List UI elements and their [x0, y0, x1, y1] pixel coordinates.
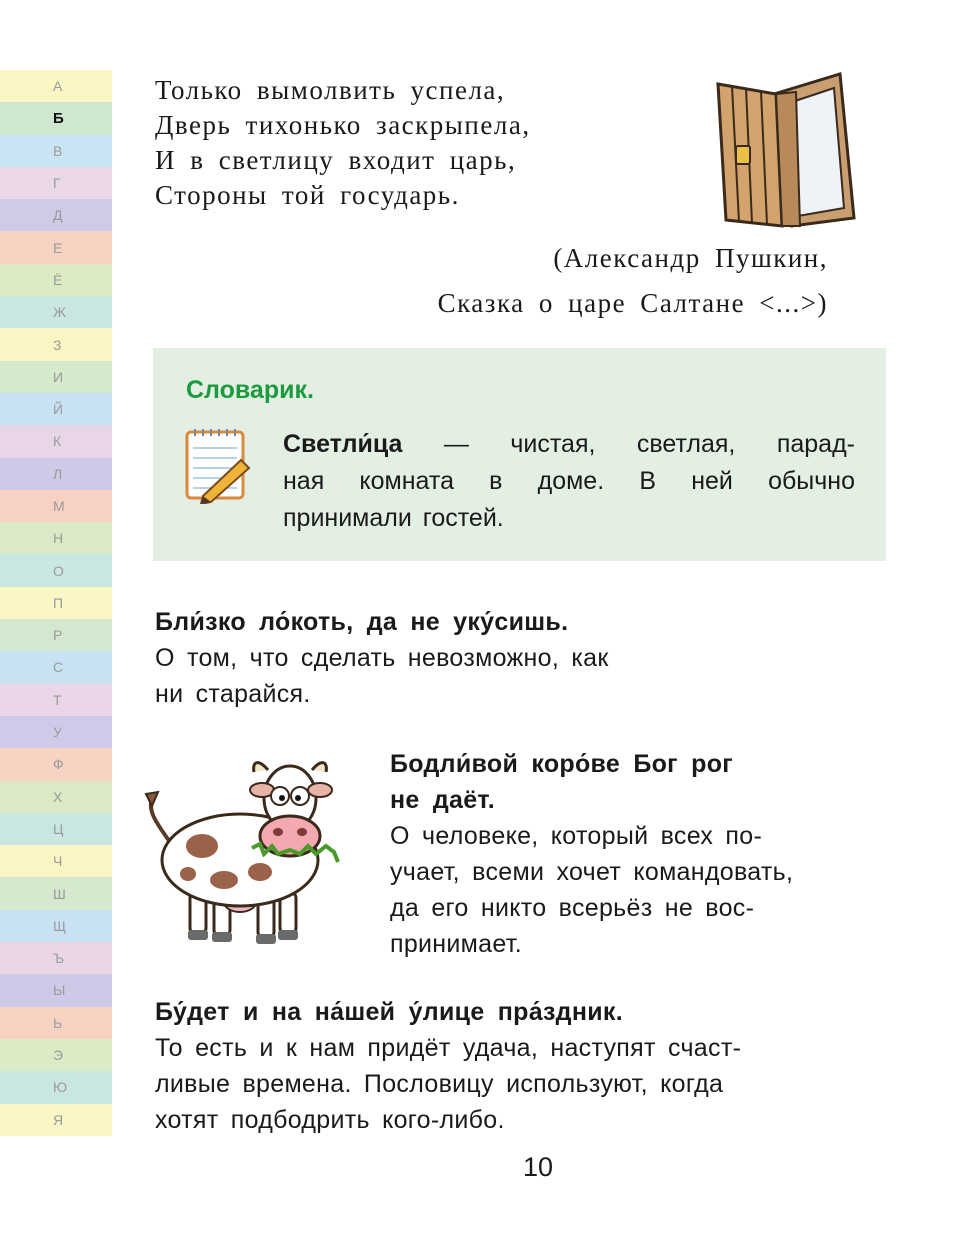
alphabet-letter: М: [0, 490, 112, 522]
proverb-explanation: хотят подбодрить кого-либо.: [155, 1106, 505, 1134]
alphabet-letter: Л: [0, 458, 112, 490]
proverb-title: Бу́дет и на на́шей у́лице пра́здник.: [155, 998, 623, 1026]
alphabet-letter: Ы: [0, 974, 112, 1006]
alphabet-letter: Й: [0, 393, 112, 425]
alphabet-letter: К: [0, 425, 112, 457]
proverb-explanation: ни старайся.: [155, 680, 311, 708]
alphabet-letter: Д: [0, 199, 112, 231]
proverb-explanation: да его никто всерьёз не вос-: [390, 894, 755, 922]
open-door-icon: [712, 66, 860, 231]
proverb-title: Бодли́вой коро́ве Бог рог: [390, 750, 733, 778]
alphabet-letter: Ь: [0, 1007, 112, 1039]
proverb-explanation: О человеке, который всех по-: [390, 822, 763, 850]
proverb-explanation: То есть и к нам придёт удача, наступят счаст-: [155, 1034, 742, 1062]
proverb-title: не даёт.: [390, 786, 496, 814]
proverb-entry: [155, 604, 609, 712]
alphabet-letter: И: [0, 361, 112, 393]
alphabet-letter: Ъ: [0, 942, 112, 974]
attribution-title: Сказка о царе Салтане <...>): [437, 288, 828, 318]
alphabet-letter: Ш: [0, 877, 112, 909]
alphabet-index: [0, 70, 112, 1136]
alphabet-letter: Ф: [0, 748, 112, 780]
alphabet-letter: Ц: [0, 813, 112, 845]
alphabet-letter: С: [0, 651, 112, 683]
alphabet-letter: Б: [0, 102, 112, 134]
proverb-explanation: учает, всеми хочет командовать,: [390, 858, 794, 886]
poem-line: Дверь тихонько заскрыпела,: [155, 110, 531, 140]
alphabet-letter: У: [0, 716, 112, 748]
alphabet-letter: Э: [0, 1039, 112, 1071]
proverb-title: Бли́зко ло́коть, да не уку́сишь.: [155, 608, 569, 636]
alphabet-letter: Г: [0, 167, 112, 199]
poem-attribution: [438, 236, 828, 326]
alphabet-letter: Я: [0, 1104, 112, 1136]
proverb-explanation: ливые времена. Пословицу используют, когда: [155, 1070, 724, 1098]
poem-line: И в светлицу входит царь,: [155, 145, 517, 175]
vocabulary-term: Светли́ца: [283, 430, 403, 458]
alphabet-letter: Р: [0, 619, 112, 651]
definition-line: [283, 426, 855, 463]
vocabulary-title: Словарик.: [186, 376, 314, 404]
page-number: 10: [522, 1152, 554, 1182]
poem-line: Только вымолвить успела,: [155, 75, 506, 105]
alphabet-letter: Щ: [0, 910, 112, 942]
alphabet-letter: А: [0, 70, 112, 102]
attribution-author: (Александр Пушкин,: [553, 243, 828, 273]
proverb-explanation: принимает.: [390, 930, 522, 958]
alphabet-letter: Т: [0, 684, 112, 716]
alphabet-letter: Ж: [0, 296, 112, 328]
alphabet-letter: Ю: [0, 1071, 112, 1103]
alphabet-letter: Н: [0, 522, 112, 554]
alphabet-letter: О: [0, 554, 112, 586]
notepad-pencil-icon: [183, 426, 255, 504]
poem: [155, 73, 675, 213]
alphabet-letter: П: [0, 587, 112, 619]
poem-line: Стороны той государь.: [155, 180, 460, 210]
definition-line: ная комната в доме. В ней обычно: [283, 467, 855, 495]
proverb-entry: [155, 994, 741, 1138]
vocabulary-definition: [283, 426, 855, 537]
cow-illustration: [140, 750, 360, 950]
alphabet-letter: Е: [0, 231, 112, 263]
alphabet-letter: Ё: [0, 264, 112, 296]
definition-line: принимали гостей.: [283, 504, 504, 532]
alphabet-letter: Х: [0, 781, 112, 813]
alphabet-letter: З: [0, 328, 112, 360]
vocabulary-box: [153, 348, 886, 561]
definition-text: — чистая, светлая, парад-: [402, 430, 855, 458]
alphabet-letter: Ч: [0, 845, 112, 877]
proverb-entry: [390, 746, 793, 962]
proverb-explanation: О том, что сделать невозможно, как: [155, 644, 609, 672]
alphabet-letter: В: [0, 135, 112, 167]
